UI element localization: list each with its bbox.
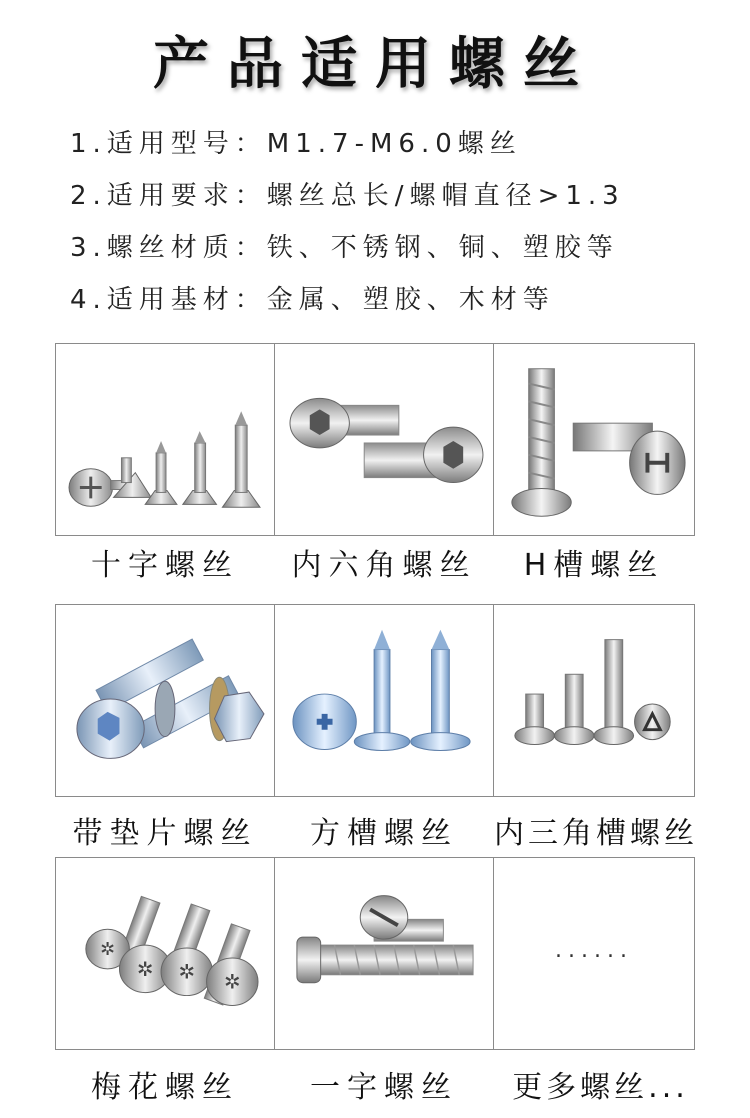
- slotted-screws-image: [274, 857, 494, 1050]
- phillips-screws-image: [55, 343, 275, 536]
- washer-screws-image: [55, 604, 275, 797]
- washer-screws-icon: [56, 605, 274, 796]
- square-slot-screws-icon: [275, 605, 493, 796]
- screw-type-label: 内六角螺丝: [291, 548, 477, 583]
- phillips-screws-icon: [56, 344, 274, 535]
- spec-list: [70, 124, 625, 332]
- slotted-screws-icon: [275, 858, 493, 1049]
- hex-socket-screws-image: [274, 343, 494, 536]
- h-slot-screws-icon: [494, 344, 694, 535]
- screw-type-label: 更多螺丝...: [512, 1070, 689, 1105]
- svg-text:✲: ✲: [136, 957, 154, 981]
- screw-type-label: H槽螺丝: [523, 548, 665, 583]
- spec-item: 3.螺丝材质：铁、不锈钢、铜、塑胶等: [70, 233, 619, 263]
- screw-type-label: 一字螺丝: [310, 1070, 458, 1105]
- spec-item: 2.适用要求：螺丝总长/螺帽直径>1.3: [70, 181, 625, 211]
- triangle-slot-screws-icon: [494, 605, 694, 796]
- page-title: 产品适用螺丝: [153, 32, 597, 97]
- hex-socket-screws-icon: [275, 344, 493, 535]
- torx-screws-icon: [56, 858, 274, 1049]
- svg-text:✲: ✲: [100, 938, 116, 960]
- screw-type-label: 十字螺丝: [91, 548, 239, 583]
- square-slot-screws-image: [274, 604, 494, 797]
- screw-type-label: 梅花螺丝: [91, 1070, 239, 1105]
- screw-type-label: 方槽螺丝: [310, 816, 458, 851]
- screw-type-label: 内三角槽螺丝: [494, 816, 698, 851]
- h-slot-screws-image: [493, 343, 695, 536]
- torx-screws-image: [55, 857, 275, 1050]
- svg-text:✲: ✲: [178, 960, 196, 984]
- triangle-slot-screws-image: [493, 604, 695, 797]
- spec-item: 4.适用基材：金属、塑胶、木材等: [70, 285, 555, 315]
- svg-text:✲: ✲: [224, 970, 241, 994]
- ellipsis-placeholder: ......: [555, 938, 633, 963]
- screw-type-label: 带垫片螺丝: [72, 816, 258, 851]
- more-screws-placeholder: [493, 857, 695, 1050]
- spec-item: 1.适用型号：M1.7-M6.0螺丝: [70, 129, 522, 159]
